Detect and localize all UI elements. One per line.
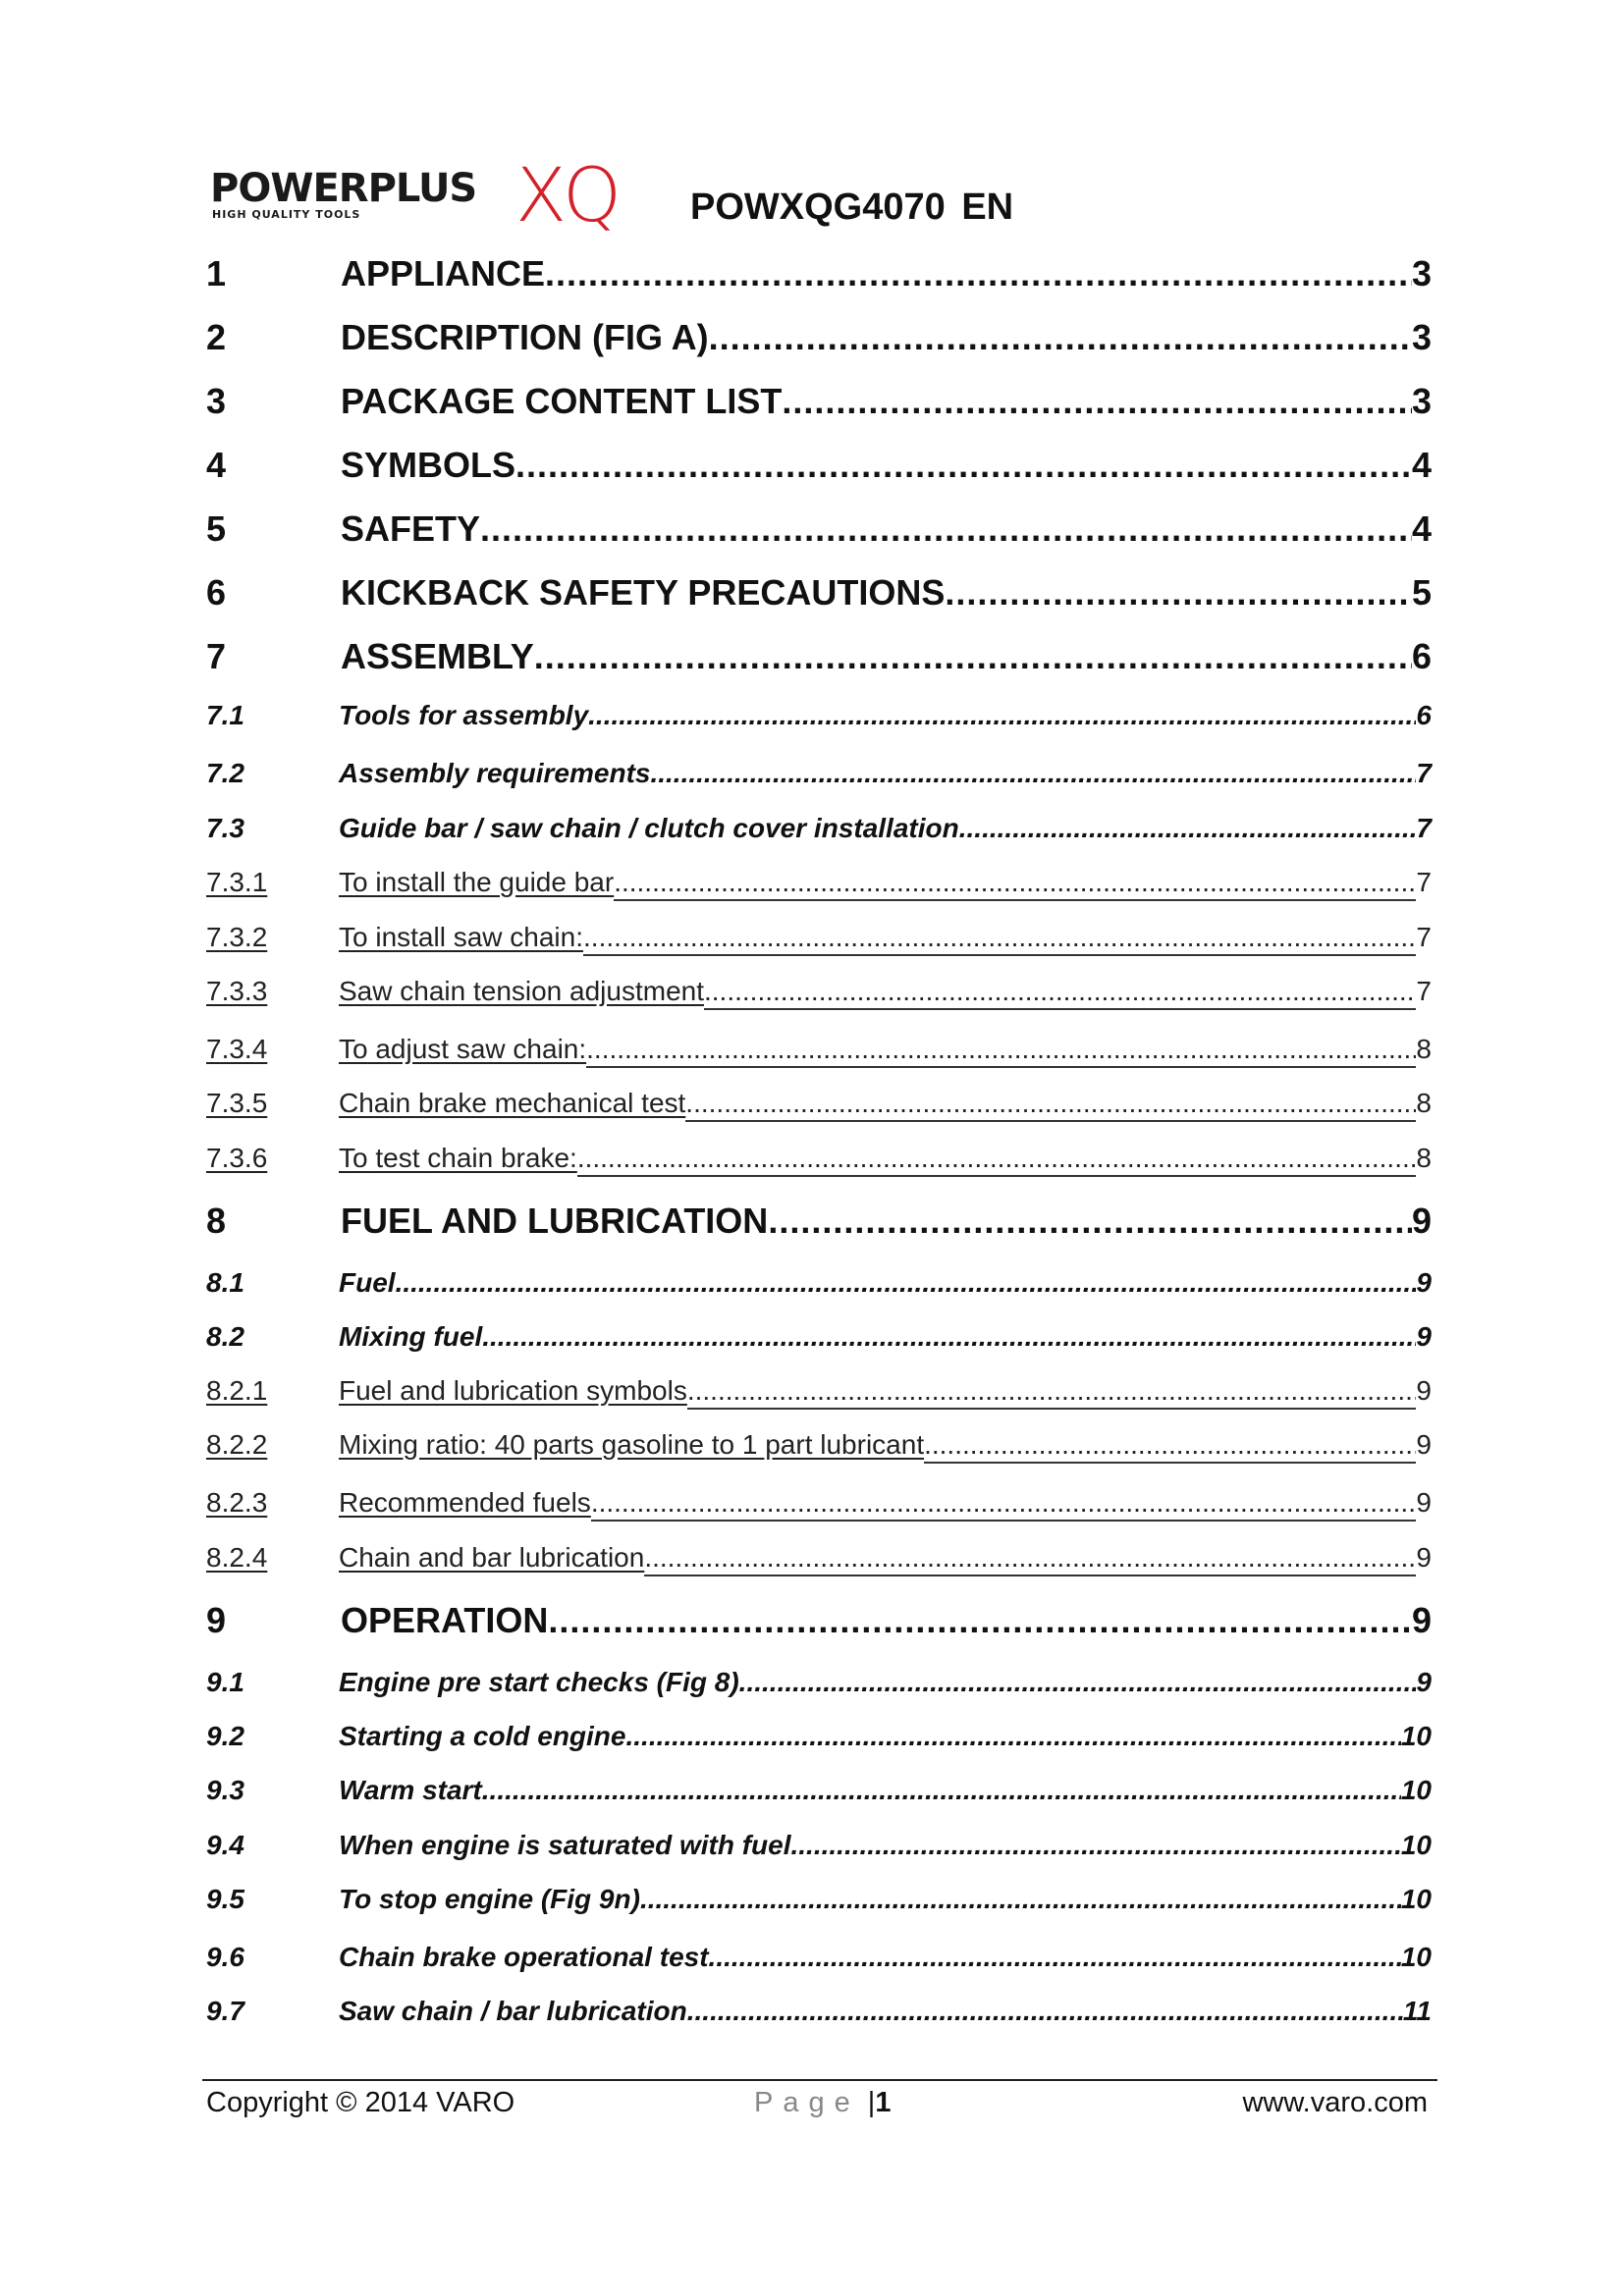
brand-tagline: HIGH QUALITY TOOLS — [212, 208, 361, 221]
toc-entry-page: 4 — [1411, 508, 1432, 549]
toc-entry-page: 6 — [1411, 636, 1432, 676]
powerplus-xq-logo — [208, 157, 670, 231]
toc-entry-page: 5 — [1411, 572, 1432, 613]
toc-entry-title: To test chain brake: — [339, 1143, 577, 1173]
toc-dot-leader — [396, 1267, 1417, 1299]
toc-entry-number: 3 — [206, 381, 227, 421]
toc-entry-page: 10 — [1400, 1884, 1432, 1914]
page-label: Page — [754, 2087, 860, 2118]
toc-entry-title: APPLIANCE — [341, 253, 546, 294]
toc-entry-number: 9.1 — [206, 1667, 244, 1697]
toc-entry[interactable] — [206, 1034, 1432, 1069]
toc-dot-leader — [782, 381, 1412, 422]
footer-page-indicator — [754, 2087, 891, 2119]
toc-dot-leader — [640, 1884, 1401, 1915]
toc-dot-leader — [924, 1429, 1416, 1464]
toc-entry[interactable] — [206, 922, 1432, 957]
toc-entry-page: 11 — [1402, 1996, 1432, 2026]
toc-entry-title: Chain brake operational test — [339, 1942, 709, 1972]
toc-entry-number: 7.1 — [206, 700, 244, 730]
toc-entry-title: Saw chain tension adjustment — [339, 976, 704, 1006]
toc-entry-title: To stop engine (Fig 9n) — [339, 1884, 640, 1914]
toc-dot-leader — [687, 1996, 1403, 2027]
toc-entry-page: 9 — [1411, 1201, 1432, 1241]
toc-entry[interactable] — [206, 1830, 1432, 1865]
toc-dot-leader — [709, 1942, 1401, 1973]
toc-entry[interactable] — [206, 445, 1432, 488]
toc-entry-title: DESCRIPTION (FIG A) — [341, 317, 709, 357]
toc-entry-number: 5 — [206, 508, 227, 549]
toc-entry-title: To adjust saw chain: — [339, 1034, 587, 1064]
toc-entry-title: Saw chain / bar lubrication — [339, 1996, 687, 2026]
toc-entry-title: To install the guide bar — [339, 867, 615, 897]
toc-entry-page: 9 — [1416, 1375, 1432, 1406]
toc-entry[interactable] — [206, 758, 1432, 793]
footer-divider — [202, 2079, 1437, 2081]
toc-dot-leader — [577, 1143, 1417, 1177]
toc-dot-leader — [959, 813, 1417, 844]
toc-entry[interactable] — [206, 1487, 1432, 1522]
toc-entry-number: 9.3 — [206, 1775, 244, 1805]
toc-dot-leader — [685, 1088, 1416, 1122]
document-code: POWXQG4070 EN — [690, 187, 1014, 228]
toc-entry[interactable] — [206, 1321, 1432, 1357]
toc-dot-leader — [482, 1321, 1416, 1353]
brand-name: POWERPLUS — [210, 166, 477, 211]
toc-entry-title: SYMBOLS — [341, 445, 516, 485]
toc-entry-title: ASSEMBLY — [341, 636, 534, 676]
toc-dot-leader — [704, 976, 1416, 1010]
brand-suffix: XQ — [515, 157, 618, 231]
toc-entry-page: 9 — [1416, 1667, 1432, 1697]
footer-website: www.varo.com — [1242, 2087, 1428, 2118]
footer-copyright: Copyright © 2014 VARO — [206, 2087, 515, 2118]
toc-entry-page: 9 — [1416, 1487, 1432, 1518]
toc-entry-page: 10 — [1400, 1775, 1432, 1805]
toc-entry-title: Chain brake mechanical test — [339, 1088, 686, 1118]
toc-entry-number: 8.2 — [206, 1321, 244, 1352]
toc-dot-leader — [482, 1775, 1401, 1806]
toc-entry-page: 8 — [1416, 1034, 1432, 1064]
toc-entry-number: 9.7 — [206, 1996, 244, 2026]
toc-dot-leader — [591, 1487, 1417, 1522]
toc-entry-page: 9 — [1416, 1429, 1432, 1460]
toc-entry[interactable] — [206, 700, 1432, 735]
toc-entry-number: 8.2.4 — [206, 1542, 268, 1573]
toc-entry[interactable] — [206, 976, 1432, 1011]
toc-entry-page: 3 — [1411, 317, 1432, 357]
toc-entry[interactable] — [206, 1375, 1432, 1411]
toc-entry[interactable] — [206, 317, 1432, 360]
toc-entry-title: KICKBACK SAFETY PRECAUTIONS — [341, 572, 946, 613]
toc-entry-number: 6 — [206, 572, 227, 613]
toc-dot-leader — [548, 1600, 1412, 1641]
toc-entry-title: Mixing ratio: 40 parts gasoline to 1 part lubricant — [339, 1429, 925, 1460]
toc-entry-number: 7.3.1 — [206, 867, 268, 897]
toc-entry-number: 7.3.2 — [206, 922, 268, 952]
toc-entry[interactable] — [206, 1884, 1432, 1919]
toc-entry-number: 9.2 — [206, 1721, 244, 1751]
toc-entry-title: PACKAGE CONTENT LIST — [341, 381, 783, 421]
toc-entry-title: Warm start — [339, 1775, 482, 1805]
toc-entry-number: 9.6 — [206, 1942, 244, 1972]
toc-entry-number: 9 — [206, 1600, 227, 1640]
toc-entry-number: 7.3 — [206, 813, 244, 843]
toc-entry-page: 3 — [1411, 381, 1432, 421]
toc-entry-number: 4 — [206, 445, 227, 485]
toc-entry-title: SAFETY — [341, 508, 481, 549]
toc-dot-leader — [739, 1667, 1417, 1698]
toc-entry-title: Engine pre start checks (Fig 8) — [339, 1667, 739, 1697]
toc-entry-page: 10 — [1400, 1721, 1432, 1751]
toc-entry-title: Fuel and lubrication symbols — [339, 1375, 687, 1406]
toc-entry-title: When engine is saturated with fuel — [339, 1830, 791, 1860]
toc-entry[interactable] — [206, 572, 1432, 615]
toc-entry[interactable] — [206, 813, 1432, 848]
toc-entry-title: FUEL AND LUBRICATION — [341, 1201, 769, 1241]
toc-entry[interactable] — [206, 1996, 1432, 2031]
toc-entry-number: 2 — [206, 317, 227, 357]
toc-dot-leader — [687, 1375, 1417, 1410]
toc-entry-page: 8 — [1416, 1143, 1432, 1173]
toc-entry-page: 7 — [1416, 976, 1432, 1006]
page-number: 1 — [875, 2087, 892, 2118]
toc-entry-number: 8 — [206, 1201, 227, 1241]
toc-entry-page: 7 — [1416, 922, 1432, 952]
toc-entry-title: Starting a cold engine — [339, 1721, 626, 1751]
toc-entry-number: 7.3.3 — [206, 976, 268, 1006]
toc-entry-title: To install saw chain: — [339, 922, 584, 952]
toc-dot-leader — [534, 636, 1412, 677]
toc-entry-page: 9 — [1416, 1267, 1432, 1298]
toc-entry-page: 4 — [1411, 445, 1432, 485]
toc-entry[interactable] — [206, 508, 1432, 552]
toc-entry-number: 9.5 — [206, 1884, 244, 1914]
toc-entry-page: 9 — [1416, 1321, 1432, 1352]
toc-entry-title: Guide bar / saw chain / clutch cover installation — [339, 813, 959, 843]
toc-entry-page: 6 — [1416, 700, 1432, 730]
toc-dot-leader — [583, 922, 1416, 956]
toc-dot-leader — [644, 1542, 1416, 1576]
toc-entry[interactable] — [206, 1721, 1432, 1756]
toc-entry-number: 8.1 — [206, 1267, 244, 1298]
toc-entry-page: 8 — [1416, 1088, 1432, 1118]
toc-entry-page: 10 — [1400, 1942, 1432, 1972]
toc-dot-leader — [545, 253, 1412, 294]
toc-entry-number: 8.2.1 — [206, 1375, 268, 1406]
toc-entry-number: 7.2 — [206, 758, 244, 788]
toc-entry[interactable] — [206, 1942, 1432, 1977]
toc-dot-leader — [768, 1201, 1412, 1242]
toc-entry-title: Tools for assembly — [339, 700, 589, 730]
toc-entry[interactable] — [206, 1088, 1432, 1123]
toc-entry-number: 8.2.3 — [206, 1487, 268, 1518]
toc-entry-title: Recommended fuels — [339, 1487, 591, 1518]
toc-entry[interactable] — [206, 1542, 1432, 1577]
toc-entry[interactable] — [206, 1143, 1432, 1178]
toc-dot-leader — [791, 1830, 1401, 1861]
toc-entry-title: Assembly requirements — [339, 758, 651, 788]
toc-dot-leader — [515, 445, 1412, 486]
toc-entry-page: 10 — [1400, 1830, 1432, 1860]
toc-entry-title: Fuel — [339, 1267, 396, 1298]
toc-dot-leader — [625, 1721, 1400, 1752]
toc-entry[interactable] — [206, 1267, 1432, 1303]
toc-entry-number: 7 — [206, 636, 227, 676]
toc-entry-title: OPERATION — [341, 1600, 549, 1640]
toc-entry-title: Chain and bar lubrication — [339, 1542, 645, 1573]
toc-entry-page: 3 — [1411, 253, 1432, 294]
toc-entry[interactable] — [206, 1201, 1432, 1244]
toc-entry-title: Mixing fuel — [339, 1321, 483, 1352]
toc-dot-leader — [588, 700, 1416, 731]
toc-entry-number: 7.3.6 — [206, 1143, 268, 1173]
toc-entry[interactable] — [206, 1429, 1432, 1465]
toc-entry-number: 8.2.2 — [206, 1429, 268, 1460]
toc-entry-page: 7 — [1416, 867, 1432, 897]
toc-entry-number: 1 — [206, 253, 227, 294]
toc-entry-page: 9 — [1411, 1600, 1432, 1640]
toc-entry[interactable] — [206, 1600, 1432, 1643]
toc-dot-leader — [650, 758, 1416, 789]
toc-entry-number: 9.4 — [206, 1830, 244, 1860]
toc-entry[interactable] — [206, 1775, 1432, 1810]
page-separator: | — [867, 2087, 876, 2118]
toc-entry[interactable] — [206, 253, 1432, 296]
toc-entry-page: 7 — [1416, 813, 1432, 843]
toc-entry[interactable] — [206, 381, 1432, 424]
toc-entry[interactable] — [206, 867, 1432, 902]
toc-entry[interactable] — [206, 636, 1432, 679]
toc-dot-leader — [614, 867, 1416, 901]
toc-dot-leader — [945, 572, 1412, 614]
toc-entry-page: 9 — [1416, 1542, 1432, 1573]
toc-dot-leader — [709, 317, 1412, 358]
toc-entry-number: 7.3.5 — [206, 1088, 268, 1118]
toc-entry[interactable] — [206, 1667, 1432, 1702]
toc-entry-page: 7 — [1416, 758, 1432, 788]
toc-dot-leader — [480, 508, 1412, 550]
toc-entry-number: 7.3.4 — [206, 1034, 268, 1064]
toc-dot-leader — [586, 1034, 1416, 1068]
